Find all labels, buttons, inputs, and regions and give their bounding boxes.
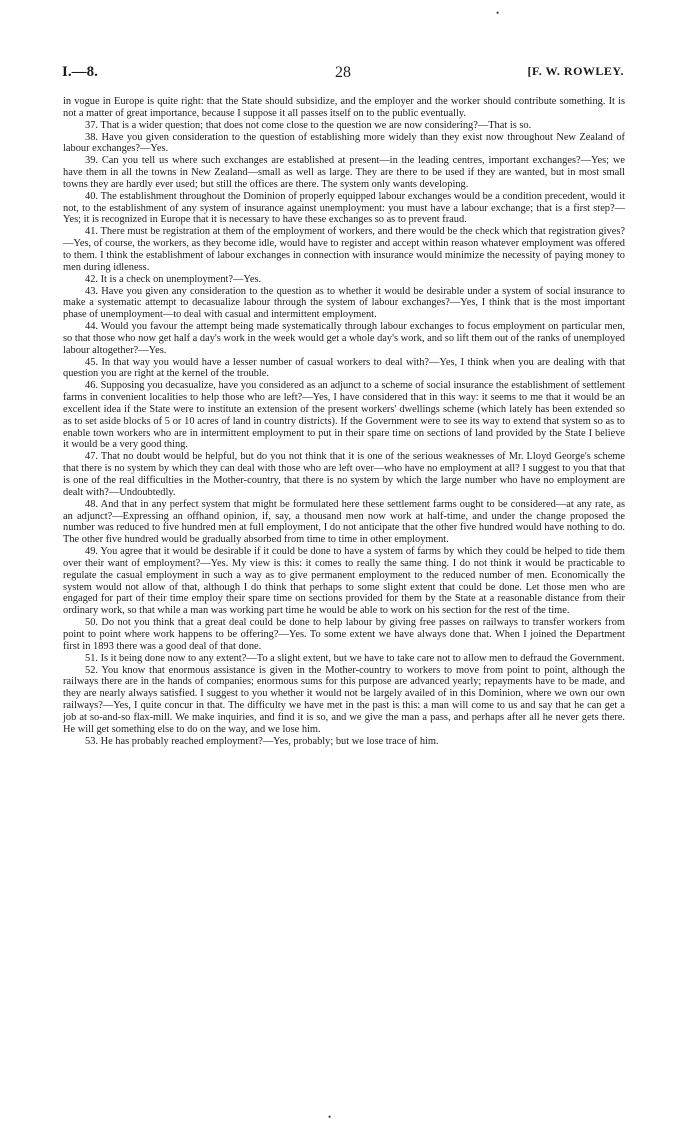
- paragraph: 53. He has probably reached employment?—Yes, probably; but we lose trace of him.: [85, 735, 439, 747]
- paragraph: 39. Can you tell us where such exchanges are established at present—in the leading centres, important exchanges?—Yes; we have them in all the towns in New Zealand—small as well as large. They are there to be used if they are wanted, but in most small towns they are hardly ever used; but still the offices are there. The system only wants developing.: [63, 155, 625, 190]
- speck-mark: •: [496, 8, 500, 18]
- paragraph: 41. There must be registration at them of the employment of workers, and there would be the check which that registration gives?—Yes, of course, the workers, as they become idle, would have to register and accept within reason whatever employment was offered to them. I think the establishment of labour exchanges in connection with insurance would minimize the necessity of paying money to men during idleness.: [63, 226, 625, 273]
- paragraph: 52. You know that enormous assistance is given in the Mother-country to workers to move from point to point, although the railways there are in the hands of companies; enormous sums for this purpose are advanced yearly; repayments have to be made, and they are nearly always satisfied. I suggest to you whether it would not be largely availed of in this Dominion, where we own our own railways?—Yes, I quite concur in that. The difficulty we have met in the past is this: a man will come to us and say that he can get a job at so-and-so flax-mill. We make inquiries, and find it is so, and we give the man a pass, and perhaps after all he never gets there. He will get something else to do on the way, and we lose him.: [63, 664, 625, 735]
- paragraph: 43. Have you given any consideration to the question as to whether it would be desirable under a system of social insurance to make a systematic attempt to decasualize labour through the system of labour exchanges?—Yes, I think that is the most important phase of unemployment—to deal with casual and intermittent employment.: [63, 285, 625, 321]
- paragraph: 42. It is a check on unemployment?—Yes.: [85, 273, 262, 285]
- paragraph: 48. And that in any perfect system that might be formulated here these settlement farms ought to be considered—at any rate, as an adjunct?—Expressing an offhand opinion, if, say, a thousand men now work at half-time, and under the change proposed the number was reduced to five hundred men at full employment, I do not anticipate that the other five hundred would have nothing to do. The other five hundred would be gradually absorbed from time to time in other employment.: [63, 498, 625, 546]
- paragraph: 51. Is it being done now to any extent?—To a slight extent, but we have to take care not to allow men to defraud the Government.: [85, 652, 625, 664]
- body-text: [63, 96, 625, 747]
- paragraph: 46. Supposing you decasualize, have you considered as an adjunct to a scheme of social insurance the establishment of settlement farms in convenient localities to help those who are left?—Yes, I have considered that in this way: it seems to me that it would be an excellent idea if the State were to institute an extension of the present workers' dwellings scheme (which lately has been extended so as to set aside blocks of 5 or 10 acres of land in country districts). If the Government were to see its way to extend that system so as to enable town workers who are in intermittent employment to put in their spare time on sections of land provided by the State I believe it would be a very good thing.: [63, 380, 625, 451]
- paragraph: 49. You agree that it would be desirable if it could be done to have a system of farms by which they could be helped to tide them over their want of employment?—Yes. My view is this: it comes to really the same thing. I do not think it would be practicable to regulate the casual employment in such a way as to give permanent employment to the reduced number of men. Economically the system would not allow of that, although I do think that perhaps to some slight extent that could be done. Let those men who are engaged for part of their time employ their spare time on sections provided for them by the State at a reasonable distance from their ordinary work, so that while a man was working part time he would be able to work on his section for the rest of the time.: [63, 546, 625, 617]
- witness-name: [F. W. ROWLEY.: [527, 64, 624, 78]
- page-header: [62, 64, 624, 82]
- paragraph: 40. The establishment throughout the Dominion of properly equipped labour exchanges would be a condition precedent, would it not, to the establishment of any system of insurance against unemployment: you must have a labour exchange; that is a first step?—Yes; it is recognized in Europe that it is necessary to have these exchanges so as to prevent fraud.: [63, 190, 625, 226]
- paragraph: 50. Do not you think that a great deal could be done to help labour by giving free passes on railways to transfer workers from point to point where work happens to be offering?—Yes. To some extent we have always done that. When I joined the Department first in 1893 there was a good deal of that done.: [63, 617, 625, 652]
- paragraph: 38. Have you given consideration to the question of establishing more widely than they exist now throughout New Zealand of labour exchanges?—Yes.: [63, 131, 625, 155]
- document-reference: I.—8.: [62, 64, 98, 80]
- paragraph: 37. That is a wider question; that does not come close to the question we are now considering?—That is so.: [85, 119, 532, 131]
- paragraph: in vogue in Europe is quite right: that the State should subsidize, and the employer and the worker should contribute something. It is not a matter of great importance, because I suppose it all passes itself on to the public eventually.: [63, 96, 625, 119]
- paragraph: 47. That no doubt would be helpful, but do you not think that it is one of the serious weaknesses of Mr. Lloyd George's scheme that there is no system by which they can deal with those who are left over—who have no employment at all? I suggest to you that that is one of the real difficulties in the Mother-country, that there is no system by which the large number who have no employment are dealt with?—Undoubtedly.: [63, 451, 625, 498]
- paragraph: 45. In that way you would have a lesser number of casual workers to deal with?—Yes, I think when you are dealing with that question you are right at the kernel of the trouble.: [63, 356, 625, 380]
- speck-mark: •: [328, 1112, 332, 1122]
- paragraph: 44. Would you favour the attempt being made systematically through labour exchanges to focus employment on particular men, so that those who now get half a day's work in the week would get a whole day's work, and so lift them out of the ranks of unemployed labour altogether?—Yes.: [63, 321, 625, 356]
- page-number: 28: [335, 64, 351, 81]
